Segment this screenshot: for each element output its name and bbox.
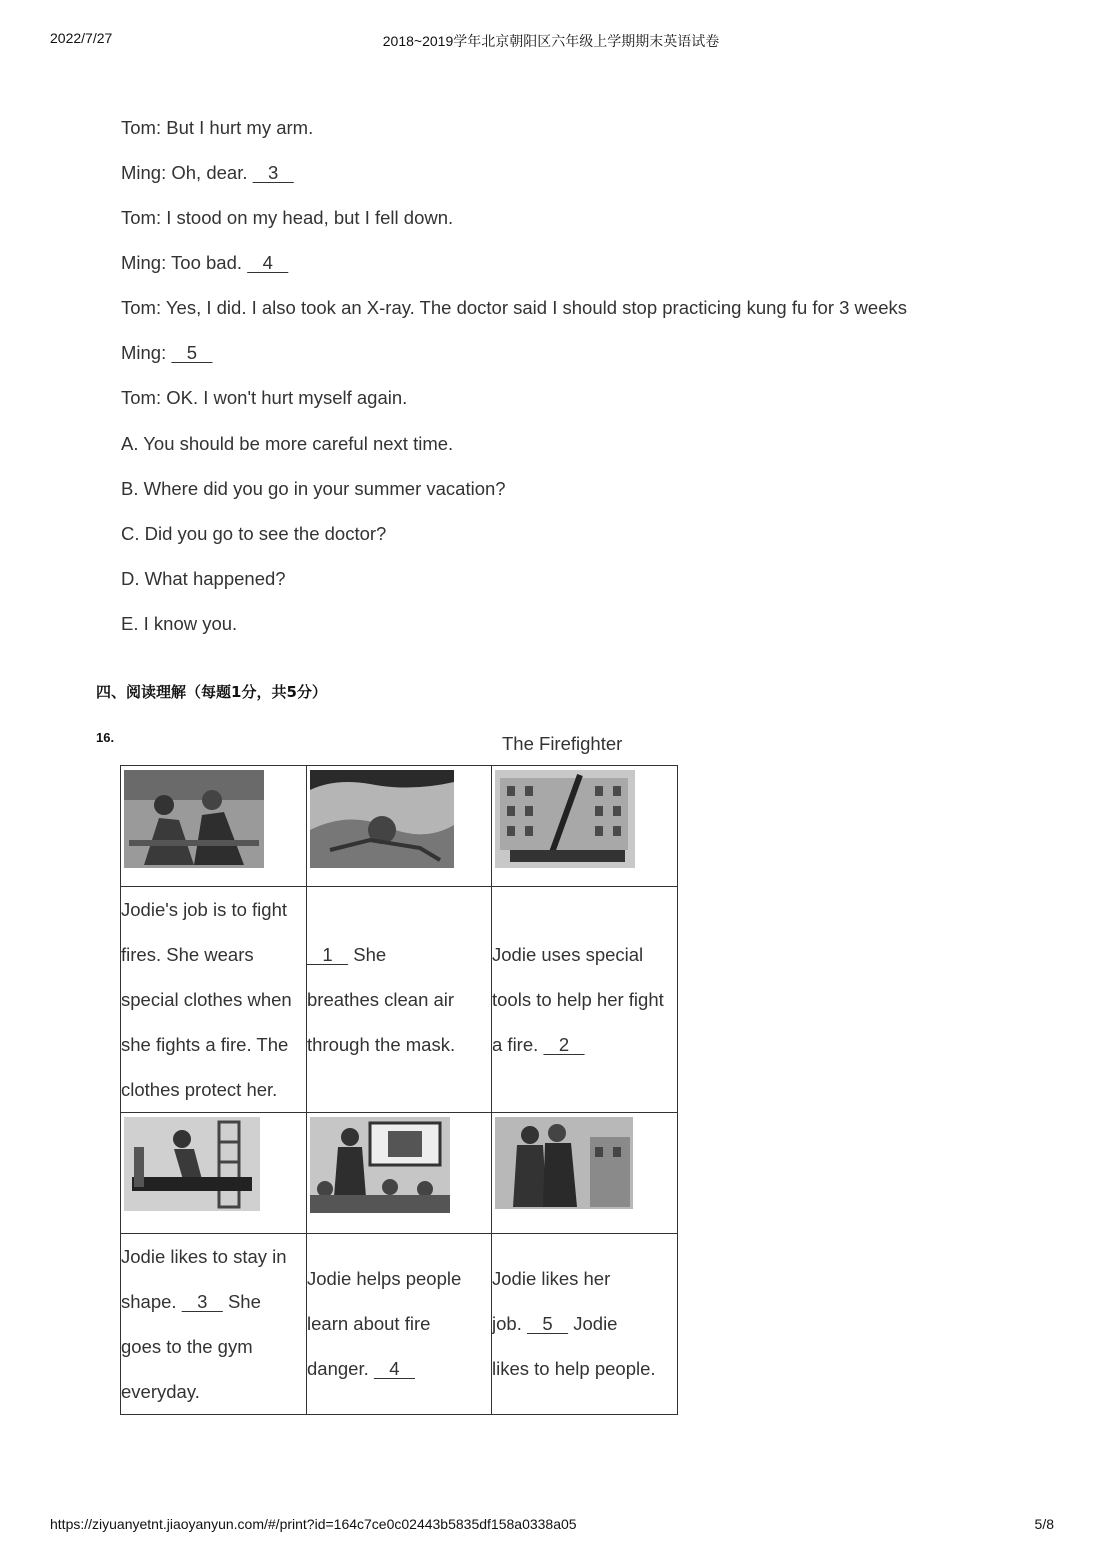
print-date: 2022/7/27 bbox=[50, 30, 113, 46]
gym-exercise-image bbox=[124, 1117, 260, 1211]
answer-blank: 2 bbox=[543, 1034, 585, 1055]
text-cell: Jodie's job is to fight fires. She wears special clothes when she fights a fire. The clothes protect her. bbox=[121, 887, 307, 1113]
answer-blank: 5 bbox=[526, 1313, 569, 1334]
question-number: 16. bbox=[96, 730, 115, 745]
footer-url: https://ziyuanyetnt.jiaoyanyun.com/#/print?id=164c7ce0c02443b5835df158a0338a05 bbox=[50, 1516, 577, 1532]
dialogue-line: Ming: Too bad. 4 bbox=[121, 252, 289, 273]
picture-cell bbox=[307, 766, 492, 887]
document-title: 2018~2019学年北京朝阳区六年级上学期期末英语试卷 bbox=[382, 33, 720, 49]
option-d: D. What happened? bbox=[121, 568, 286, 589]
answer-blank: 3 bbox=[181, 1291, 223, 1312]
option-b: B. Where did you go in your summer vacation? bbox=[121, 478, 506, 499]
picture-cell bbox=[492, 1113, 678, 1234]
picture-row bbox=[121, 766, 678, 887]
fire-truck-building-image bbox=[495, 770, 635, 868]
option-c: C. Did you go to see the doctor? bbox=[121, 523, 387, 544]
reading-table bbox=[120, 765, 678, 1415]
answer-blank: 4 bbox=[247, 252, 289, 273]
picture-cell bbox=[121, 766, 307, 887]
option-e: E. I know you. bbox=[121, 613, 238, 634]
dialogue-line: Tom: OK. I won't hurt myself again. bbox=[121, 387, 408, 408]
section-heading: 四、阅读理解（每题1分，共5分） bbox=[96, 683, 327, 701]
dialogue-line: Tom: But I hurt my arm. bbox=[121, 117, 314, 138]
dialogue-line: Ming: 5 bbox=[121, 342, 213, 363]
firefighter-mask-smoke-image bbox=[310, 770, 454, 868]
text-cell: Jodie uses special tools to help her fight a fire. 2 bbox=[492, 887, 678, 1113]
dialogue-line: Ming: Oh, dear. 3 bbox=[121, 162, 294, 183]
text-cell: 1 She breathes clean air through the mask. bbox=[307, 887, 492, 1113]
picture-row bbox=[121, 1113, 678, 1234]
picture-cell bbox=[492, 766, 678, 887]
text-row bbox=[121, 887, 678, 1113]
firefighters-resting-image bbox=[124, 770, 264, 868]
text-cell: Jodie helps people learn about fire danger. 4 bbox=[307, 1234, 492, 1415]
dialogue-line: Tom: Yes, I did. I also took an X-ray. The doctor said I should stop practicing kung fu for 3 weeks bbox=[121, 297, 907, 318]
picture-cell bbox=[307, 1113, 492, 1234]
reading-title: The Firefighter bbox=[502, 733, 623, 754]
answer-blank: 1 bbox=[307, 944, 349, 965]
firefighter-helping-people-image bbox=[495, 1117, 633, 1209]
picture-cell bbox=[121, 1113, 307, 1234]
fire-safety-class-image bbox=[310, 1117, 450, 1213]
text-row bbox=[121, 1234, 678, 1415]
dialogue-line: Tom: I stood on my head, but I fell down. bbox=[121, 207, 454, 228]
text-cell: Jodie likes to stay in shape. 3 She goes to the gym everyday. bbox=[121, 1234, 307, 1415]
page-number: 5/8 bbox=[1034, 1516, 1054, 1532]
text-cell: Jodie likes her job. 5 Jodie likes to help people. bbox=[492, 1234, 678, 1415]
option-a: A. You should be more careful next time. bbox=[121, 433, 454, 454]
answer-blank: 4 bbox=[373, 1358, 416, 1379]
answer-blank: 5 bbox=[171, 342, 213, 363]
answer-blank: 3 bbox=[252, 162, 294, 183]
